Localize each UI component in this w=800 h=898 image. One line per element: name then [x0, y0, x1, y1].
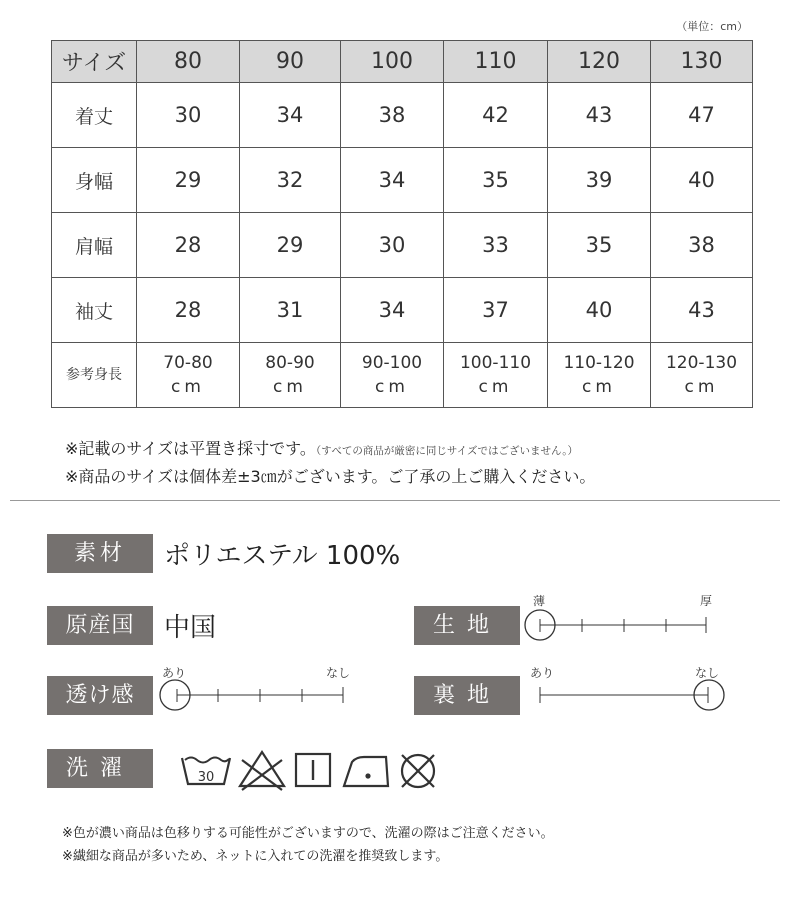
- ref-unit: cm: [171, 377, 205, 397]
- table-cell: 33: [444, 213, 548, 278]
- fabric-max-label: 厚: [700, 594, 713, 608]
- size-header-label: サイズ: [52, 41, 137, 83]
- measurement-note-main: ※記載のサイズは平置き採寸です。: [65, 439, 316, 458]
- ref-range: 80-90: [265, 353, 315, 373]
- table-cell: 31: [240, 278, 341, 343]
- variance-note: ※商品のサイズは個体差±3㎝がございます。ご了承の上ご購入ください。: [65, 467, 596, 486]
- table-cell: 35: [548, 213, 651, 278]
- unit-note: （単位：cm）: [676, 20, 748, 33]
- wash-30-icon: [182, 758, 230, 786]
- table-cell: 29: [137, 148, 240, 213]
- size-header-cell: 120: [548, 41, 651, 83]
- table-cell: 34: [341, 148, 444, 213]
- size-header-row: [52, 41, 753, 83]
- ref-unit: cm: [582, 377, 616, 397]
- ref-range: 90-100: [361, 353, 423, 373]
- row-label: 肩幅: [52, 213, 137, 278]
- line-dry-icon: [296, 754, 330, 786]
- table-cell: 47: [651, 83, 753, 148]
- no-dry-clean-icon: [402, 755, 434, 787]
- sheer-scale: [150, 676, 360, 716]
- table-row: [52, 83, 753, 148]
- table-cell: 40: [548, 278, 651, 343]
- table-cell: 28: [137, 278, 240, 343]
- table-cell: 38: [341, 83, 444, 148]
- measurement-note-small: （すべての商品が厳密に同じサイズではございません。）: [315, 445, 578, 457]
- table-cell: 28: [137, 213, 240, 278]
- row-label: 身幅: [52, 148, 137, 213]
- ref-unit: cm: [375, 377, 409, 397]
- low-iron-icon: [344, 757, 388, 786]
- lining-max-label: なし: [695, 666, 720, 680]
- sheer-tag: 透け感: [47, 676, 153, 715]
- table-cell: 29: [240, 213, 341, 278]
- row-label: 着丈: [52, 83, 137, 148]
- no-bleach-icon: [240, 752, 284, 790]
- table-row: [52, 213, 753, 278]
- lining-min-label: あり: [530, 666, 555, 680]
- sheer-max-label: なし: [326, 666, 351, 680]
- table-cell: [240, 343, 341, 408]
- ref-unit: cm: [684, 377, 719, 397]
- ref-range: 70-80: [163, 353, 213, 373]
- material-tag: 素材: [47, 534, 153, 573]
- lining-scale: [530, 676, 730, 716]
- table-cell: 34: [341, 278, 444, 343]
- ref-range: 110-120: [563, 353, 635, 373]
- table-cell: 37: [444, 278, 548, 343]
- table-cell: 40: [651, 148, 753, 213]
- ref-range: 120-130: [665, 353, 738, 373]
- material-value: ポリエステル 100%: [164, 541, 401, 571]
- lining-tag: 裏地: [414, 676, 520, 715]
- size-header-cell: 80: [137, 41, 240, 83]
- size-header-cell: 100: [341, 41, 444, 83]
- table-cell: 34: [240, 83, 341, 148]
- table-row: [52, 148, 753, 213]
- svg-text:30: 30: [197, 770, 215, 785]
- row-label: 袖丈: [52, 278, 137, 343]
- table-cell: 42: [444, 83, 548, 148]
- ref-unit: cm: [478, 377, 513, 397]
- table-cell: 35: [444, 148, 548, 213]
- wash-icons: [180, 748, 450, 794]
- table-cell: 30: [341, 213, 444, 278]
- fabric-min-label: 薄: [533, 594, 546, 608]
- ref-unit: cm: [273, 377, 307, 397]
- fabric-tag: 生地: [414, 606, 520, 645]
- table-cell: [651, 343, 753, 408]
- size-header-cell: 90: [240, 41, 341, 83]
- footer-note-color: ※色が濃い商品は色移りする可能性がございますので、洗濯の際はご注意ください。: [62, 826, 554, 841]
- table-cell: [137, 343, 240, 408]
- reference-height-row: [52, 343, 753, 408]
- table-cell: 43: [548, 83, 651, 148]
- sheer-min-label: あり: [162, 666, 187, 680]
- table-cell: [548, 343, 651, 408]
- size-table: [51, 40, 753, 408]
- table-cell: [444, 343, 548, 408]
- row-label: 参考身長: [52, 343, 137, 408]
- table-cell: 43: [651, 278, 753, 343]
- divider: [10, 500, 780, 501]
- table-cell: 30: [137, 83, 240, 148]
- table-row: [52, 278, 753, 343]
- table-cell: 32: [240, 148, 341, 213]
- measurement-note: [65, 436, 578, 459]
- origin-tag: 原産国: [47, 606, 153, 645]
- footer-note-net: ※繊細な商品が多いため、ネットに入れての洗濯を推奨致します。: [62, 849, 449, 864]
- size-header-cell: 130: [651, 41, 753, 83]
- size-header-cell: 110: [444, 41, 548, 83]
- table-cell: 38: [651, 213, 753, 278]
- origin-value: 中国: [164, 613, 217, 643]
- table-cell: [341, 343, 444, 408]
- fabric-scale: [520, 606, 720, 646]
- ref-range: 100-110: [459, 353, 532, 373]
- table-cell: 39: [548, 148, 651, 213]
- wash-tag: 洗濯: [47, 749, 153, 788]
